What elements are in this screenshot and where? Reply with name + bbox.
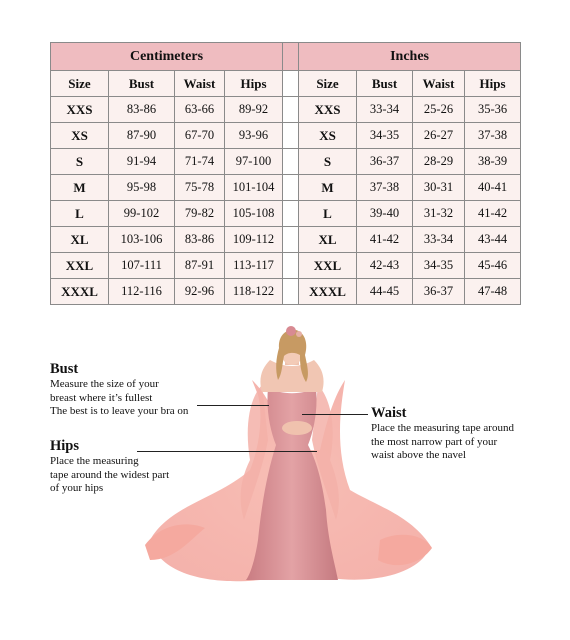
hands-skin <box>282 421 312 435</box>
bust-in-cell: 39-40 <box>357 201 413 227</box>
hips-in-cell: 43-44 <box>465 227 521 253</box>
hips-cm-cell: 89-92 <box>225 97 283 123</box>
size-cell-cm: XXS <box>51 97 109 123</box>
size-cell-cm: XS <box>51 123 109 149</box>
bust-cm-cell: 107-111 <box>109 253 175 279</box>
waist-cm-cell: 75-78 <box>175 175 225 201</box>
bust-in-cell: 44-45 <box>357 279 413 305</box>
bust-in-cell: 34-35 <box>357 123 413 149</box>
size-cell-cm: S <box>51 149 109 175</box>
size-cell-in: S <box>299 149 357 175</box>
hips-in-cell: 41-42 <box>465 201 521 227</box>
bust-cm-cell: 112-116 <box>109 279 175 305</box>
waist-in-cell: 30-31 <box>413 175 465 201</box>
bust-line-3: The best is to leave your bra on <box>50 405 189 417</box>
bust-cm-cell: 99-102 <box>109 201 175 227</box>
column-header-size-cm: Size <box>51 71 109 97</box>
size-cell-in: M <box>299 175 357 201</box>
waist-line-3: waist above the navel <box>371 449 466 461</box>
hips-cm-cell: 118-122 <box>225 279 283 305</box>
flower-crown <box>286 326 296 336</box>
bust-guide <box>50 360 220 419</box>
hips-cm-cell: 109-112 <box>225 227 283 253</box>
bust-in-cell: 36-37 <box>357 149 413 175</box>
column-header-hips-cm: Hips <box>225 71 283 97</box>
waist-cm-cell: 87-91 <box>175 253 225 279</box>
bust-in-cell: 33-34 <box>357 97 413 123</box>
waist-cm-cell: 71-74 <box>175 149 225 175</box>
size-cell-cm: XXXL <box>51 279 109 305</box>
waist-in-cell: 34-35 <box>413 253 465 279</box>
size-cell-in: XXS <box>299 97 357 123</box>
waist-cm-cell: 63-66 <box>175 97 225 123</box>
hips-in-cell: 40-41 <box>465 175 521 201</box>
bust-cm-cell: 95-98 <box>109 175 175 201</box>
size-cell-cm: M <box>51 175 109 201</box>
waist-in-cell: 26-27 <box>413 123 465 149</box>
column-header-bust-in: Bust <box>357 71 413 97</box>
hips-in-cell: 38-39 <box>465 149 521 175</box>
hips-in-cell: 47-48 <box>465 279 521 305</box>
waist-in-cell: 31-32 <box>413 201 465 227</box>
size-cell-cm: XL <box>51 227 109 253</box>
bust-in-cell: 41-42 <box>357 227 413 253</box>
hips-in-cell: 37-38 <box>465 123 521 149</box>
waist-in-cell: 28-29 <box>413 149 465 175</box>
bust-line-2: breast where it’s fullest <box>50 391 153 404</box>
hips-line-1: Place the measuring <box>50 455 139 467</box>
waist-cm-cell: 79-82 <box>175 201 225 227</box>
size-cell-cm: XXL <box>51 253 109 279</box>
column-header-hips-in: Hips <box>465 71 521 97</box>
bust-title: Bust <box>50 361 79 377</box>
waist-title: Waist <box>371 405 407 421</box>
waist-cm-cell: 67-70 <box>175 123 225 149</box>
bust-cm-cell: 103-106 <box>109 227 175 253</box>
hips-guide <box>50 437 220 496</box>
hips-cm-cell: 97-100 <box>225 149 283 175</box>
hips-line-2: tape around the widest part <box>50 468 170 481</box>
size-cell-in: XXL <box>299 253 357 279</box>
bust-cm-cell: 91-94 <box>109 149 175 175</box>
bust-in-cell: 42-43 <box>357 253 413 279</box>
waist-guide <box>371 404 561 463</box>
waist-line-1: Place the measuring tape around <box>371 422 514 434</box>
column-header-bust-cm: Bust <box>109 71 175 97</box>
bust-cm-cell: 87-90 <box>109 123 175 149</box>
hips-cm-cell: 93-96 <box>225 123 283 149</box>
size-cell-cm: L <box>51 201 109 227</box>
size-cell-in: L <box>299 201 357 227</box>
waist-guide-line <box>302 414 368 415</box>
waist-line-2: the most narrow part of your <box>371 435 498 448</box>
hips-cm-cell: 105-108 <box>225 201 283 227</box>
size-cell-in: XL <box>299 227 357 253</box>
bust-cm-cell: 83-86 <box>109 97 175 123</box>
waist-in-cell: 25-26 <box>413 97 465 123</box>
size-cell-in: XXXL <box>299 279 357 305</box>
size-cell-in: XS <box>299 123 357 149</box>
column-header-size-in: Size <box>299 71 357 97</box>
hips-in-cell: 35-36 <box>465 97 521 123</box>
waist-in-cell: 33-34 <box>413 227 465 253</box>
group-header-inches: Inches <box>299 43 521 71</box>
column-header-waist-cm: Waist <box>175 71 225 97</box>
bust-line-1: Measure the size of your <box>50 378 159 390</box>
column-header-waist-in: Waist <box>413 71 465 97</box>
hips-title: Hips <box>50 438 80 454</box>
hips-in-cell: 45-46 <box>465 253 521 279</box>
group-header-centimeters: Centimeters <box>51 43 283 71</box>
hips-cm-cell: 113-117 <box>225 253 283 279</box>
hips-line-3: of your hips <box>50 482 104 494</box>
waist-cm-cell: 83-86 <box>175 227 225 253</box>
waist-in-cell: 36-37 <box>413 279 465 305</box>
waist-cm-cell: 92-96 <box>175 279 225 305</box>
hips-cm-cell: 101-104 <box>225 175 283 201</box>
bust-in-cell: 37-38 <box>357 175 413 201</box>
